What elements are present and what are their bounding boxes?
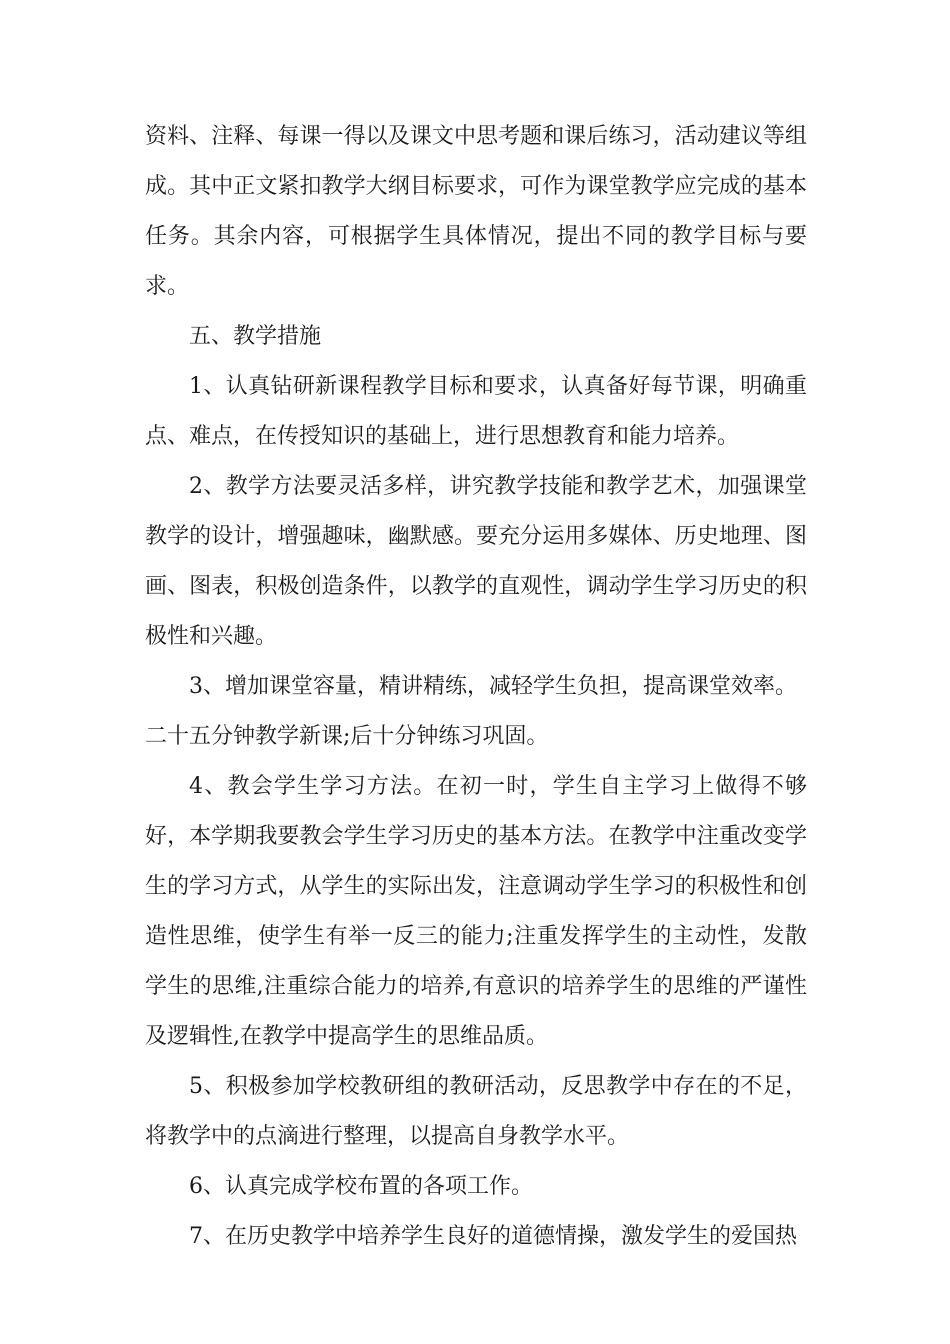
section-heading-teaching-measures: 五、教学措施 — [189, 324, 322, 349]
paragraph-textbook-composition: 资料、注释、每课一得以及课文中思考题和课后练习，活动建议等组成。其中正文紧扣教学大纲目标要求，可作为课堂教学应完成的基本任务。其余内容，可根据学生具体情况，提出不同的教学目标与要求。 — [145, 124, 807, 299]
paragraph-measure-5: 5、积极参加学校教研组的教研活动，反思教学中存在的不足，将教学中的点滴进行整理，以提高自身教学水平。 — [145, 1074, 807, 1149]
paragraph-measure-3-continued: 二十五分钟教学新课;后十分钟练习巩固。 — [145, 724, 549, 749]
paragraph-measure-3: 3、增加课堂容量，精讲精练，减轻学生负担，提高课堂效率。 — [189, 674, 797, 699]
paragraph-measure-7: 7、在历史教学中培养学生良好的道德情操，激发学生的爱国热 — [189, 1224, 797, 1249]
document-body — [145, 112, 807, 1262]
paragraph-measure-1: 1、认真钻研新课程教学目标和要求，认真备好每节课，明确重点、难点，在传授知识的基础上，进行思想教育和能力培养。 — [145, 374, 807, 449]
paragraph-measure-6: 6、认真完成学校布置的各项工作。 — [189, 1174, 533, 1199]
paragraph-measure-4: 4、教会学生学习方法。在初一时，学生自主学习上做得不够好，本学期我要教会学生学习历史的基本方法。在教学中注重改变学生的学习方式，从学生的实际出发，注意调动学生学习的积极性和创造性思维，使学生有举一反三的能力;注重发挥学生的主动性，发散学生的思维,注重综合能力的培养,有意识的培养学生的思维的严谨性及逻辑性,在教学中提高学生的思维品质。 — [145, 774, 807, 1049]
paragraph-measure-2: 2、教学方法要灵活多样，讲究教学技能和教学艺术，加强课堂教学的设计，增强趣味，幽默感。要充分运用多媒体、历史地理、图画、图表，积极创造条件，以教学的直观性，调动学生学习历史的积极性和兴趣。 — [145, 474, 807, 649]
